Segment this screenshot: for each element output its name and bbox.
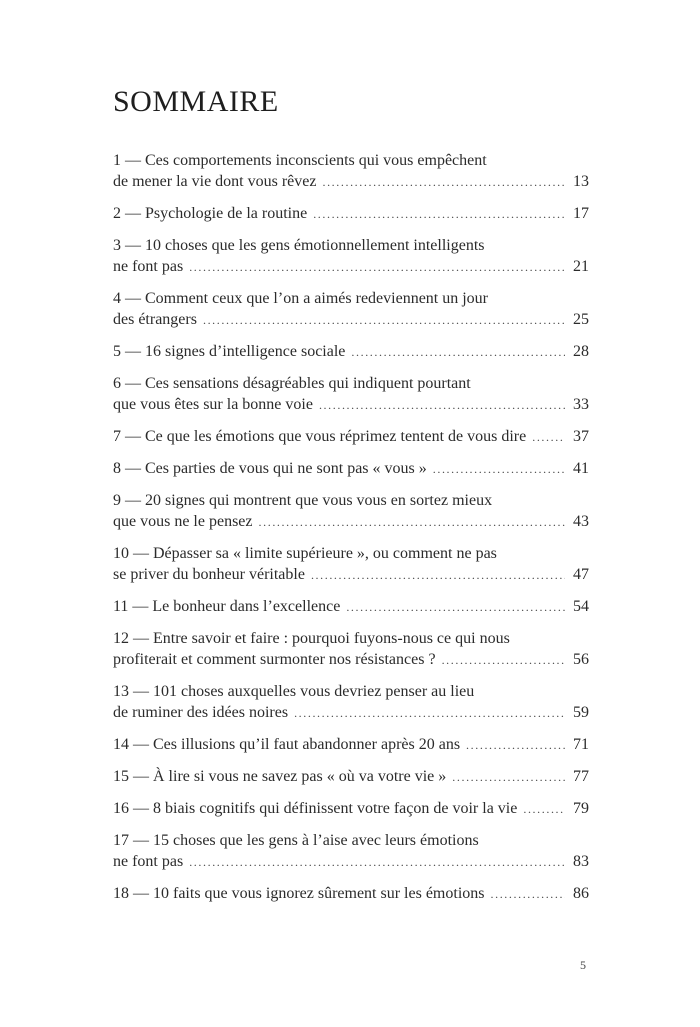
toc-entry-leader-line	[113, 883, 589, 905]
toc-page-number: 25	[573, 311, 589, 328]
toc-entry-leader-line	[113, 702, 589, 724]
toc-entry-title-line: 18 — 10 faits que vous ignorez sûrement sur les émotions	[113, 885, 485, 902]
toc-entry-leader-line	[113, 596, 589, 618]
toc-entry[interactable]	[113, 341, 589, 363]
toc-entry[interactable]	[113, 235, 589, 278]
toc-page-number: 86	[573, 885, 589, 902]
dot-leader	[259, 512, 565, 533]
toc-entry[interactable]	[113, 830, 589, 873]
toc-entry[interactable]	[113, 543, 589, 586]
dot-leader	[313, 204, 565, 225]
toc-page-number: 43	[573, 513, 589, 530]
toc-entry-leader-line	[113, 309, 589, 331]
toc-entry[interactable]	[113, 628, 589, 671]
toc-entry-leader-line	[113, 766, 589, 788]
dot-leader	[346, 597, 565, 618]
page-title: SOMMAIRE	[113, 85, 279, 118]
toc-page-number: 47	[573, 566, 589, 583]
toc-entry-title-line: 15 — À lire si vous ne savez pas « où va votre vie »	[113, 768, 447, 785]
toc-page-number: 83	[573, 853, 589, 870]
dot-leader	[466, 735, 565, 756]
toc-entry[interactable]	[113, 883, 589, 905]
toc-entry-title-line: profiterait et comment surmonter nos résistances ?	[113, 651, 436, 668]
toc-entry-leader-line	[113, 256, 589, 278]
toc-entry-leader-line	[113, 734, 589, 756]
toc-entry[interactable]	[113, 203, 589, 225]
dot-leader	[532, 427, 565, 448]
toc-entry-title-line: 8 — Ces parties de vous qui ne sont pas « vous »	[113, 460, 427, 477]
dot-leader	[442, 650, 565, 671]
dot-leader	[189, 257, 565, 278]
toc-page-number: 33	[573, 396, 589, 413]
toc-page-number: 79	[573, 800, 589, 817]
toc-entry-title-line: que vous êtes sur la bonne voie	[113, 396, 313, 413]
toc-page-number: 21	[573, 258, 589, 275]
toc-entry-title-line: 5 — 16 signes d’intelligence sociale	[113, 343, 346, 360]
toc-page-number: 71	[573, 736, 589, 753]
dot-leader	[322, 172, 565, 193]
toc-entry[interactable]	[113, 373, 589, 416]
toc-entry[interactable]	[113, 458, 589, 480]
toc-entry-title-line: 12 — Entre savoir et faire : pourquoi fuyons-nous ce qui nous	[113, 630, 510, 647]
toc-entry-leader-line	[113, 649, 589, 671]
toc-entry[interactable]	[113, 596, 589, 618]
toc-page-number: 56	[573, 651, 589, 668]
toc-entry[interactable]	[113, 288, 589, 331]
toc-page-number: 17	[573, 205, 589, 222]
toc-entry-title-line: 4 — Comment ceux que l’on a aimés redeviennent un jour	[113, 290, 489, 307]
dot-leader	[203, 310, 565, 331]
dot-leader	[491, 884, 566, 905]
toc-entry-title-line: 2 — Psychologie de la routine	[113, 205, 308, 222]
toc-page-number: 13	[573, 173, 589, 190]
toc-entry[interactable]	[113, 766, 589, 788]
toc-page-number: 54	[573, 598, 589, 615]
dot-leader	[311, 565, 565, 586]
toc-entry-title-line: ne font pas	[113, 853, 184, 870]
toc-entry[interactable]	[113, 426, 589, 448]
toc-page-number: 59	[573, 704, 589, 721]
toc-entry-title-line: 9 — 20 signes qui montrent que vous vous en sortez mieux	[113, 492, 493, 509]
toc-entry[interactable]	[113, 798, 589, 820]
dot-leader	[189, 852, 565, 873]
toc-entry[interactable]	[113, 150, 589, 193]
toc-entry-title-line: 10 — Dépasser sa « limite supérieure », ou comment ne pas	[113, 545, 497, 562]
toc-entry-leader-line	[113, 458, 589, 480]
toc-page-number: 37	[573, 428, 589, 445]
toc-page-number: 41	[573, 460, 589, 477]
dot-leader	[433, 459, 565, 480]
toc-entry-title-line: 6 — Ces sensations désagréables qui indiquent pourtant	[113, 375, 471, 392]
dot-leader	[319, 395, 565, 416]
toc-entry-title-line: que vous ne le pensez	[113, 513, 253, 530]
toc-entry-leader-line	[113, 851, 589, 873]
toc-entry-leader-line	[113, 394, 589, 416]
toc-entry[interactable]	[113, 490, 589, 533]
toc-entry-leader-line	[113, 203, 589, 225]
toc-entry-title-line: se priver du bonheur véritable	[113, 566, 305, 583]
toc-entry-title-line: de mener la vie dont vous rêvez	[113, 173, 317, 190]
dot-leader	[351, 342, 565, 363]
toc-entry-leader-line	[113, 341, 589, 363]
toc-entry-title-line: 13 — 101 choses auxquelles vous devriez penser au lieu	[113, 683, 475, 700]
toc-entry-title-line: 7 — Ce que les émotions que vous réprimez tentent de vous dire	[113, 428, 527, 445]
toc-entry-title-line: 3 — 10 choses que les gens émotionnellement intelligents	[113, 237, 485, 254]
toc-entry[interactable]	[113, 681, 589, 724]
page-number: 5	[580, 958, 586, 972]
dot-leader	[523, 799, 565, 820]
toc-entry-title-line: 1 — Ces comportements inconscients qui vous empêchent	[113, 152, 487, 169]
toc-entry-title-line: de ruminer des idées noires	[113, 704, 289, 721]
toc-entry-leader-line	[113, 426, 589, 448]
toc-entry-title-line: ne font pas	[113, 258, 184, 275]
toc-entry-title-line: des étrangers	[113, 311, 197, 328]
toc-entry-leader-line	[113, 171, 589, 193]
toc-entry-leader-line	[113, 798, 589, 820]
table-of-contents	[113, 150, 589, 915]
toc-page-number: 28	[573, 343, 589, 360]
toc-entry-title-line: 17 — 15 choses que les gens à l’aise avec leurs émotions	[113, 832, 479, 849]
toc-entry-leader-line	[113, 511, 589, 533]
toc-page-number: 77	[573, 768, 589, 785]
toc-entry-leader-line	[113, 564, 589, 586]
toc-entry-title-line: 14 — Ces illusions qu’il faut abandonner après 20 ans	[113, 736, 461, 753]
toc-entry[interactable]	[113, 734, 589, 756]
toc-entry-title-line: 16 — 8 biais cognitifs qui définissent votre façon de voir la vie	[113, 800, 518, 817]
toc-entry-title-line: 11 — Le bonheur dans l’excellence	[113, 598, 341, 615]
dot-leader	[294, 703, 565, 724]
dot-leader	[452, 767, 565, 788]
